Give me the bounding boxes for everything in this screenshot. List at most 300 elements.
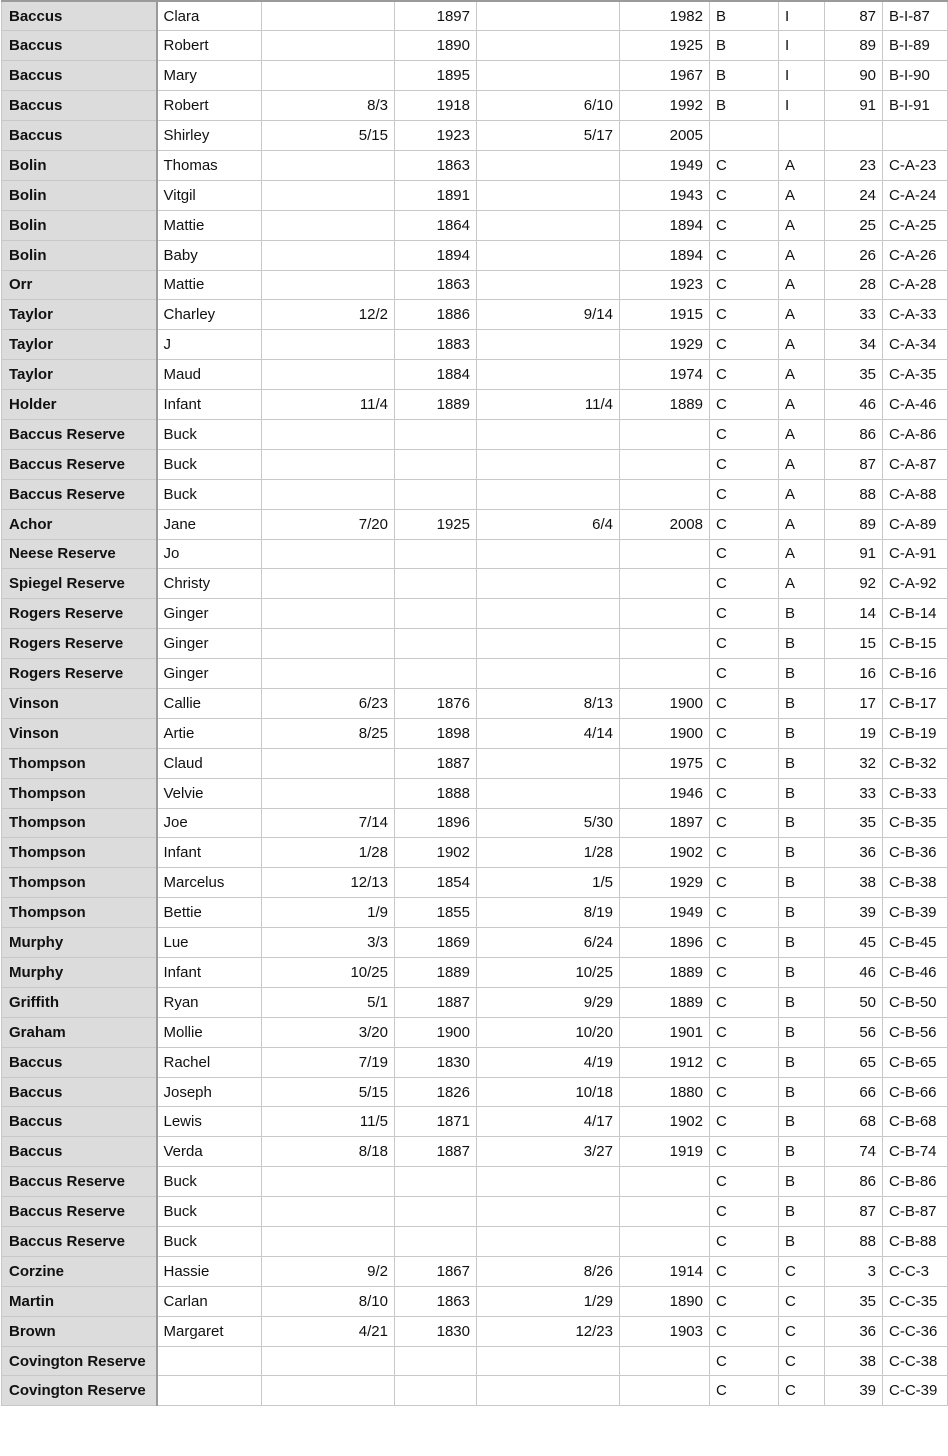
birth-month-day-cell[interactable] [262, 569, 395, 599]
death-year-cell[interactable]: 1919 [620, 1137, 710, 1167]
birth-year-cell[interactable]: 1876 [395, 688, 477, 718]
row-cell[interactable]: B [779, 808, 825, 838]
section-cell[interactable]: B [710, 31, 779, 61]
first-name-cell[interactable]: Buck [157, 1227, 262, 1257]
table-row[interactable] [2, 1376, 948, 1406]
death-year-cell[interactable]: 1880 [620, 1077, 710, 1107]
birth-month-day-cell[interactable]: 3/20 [262, 1017, 395, 1047]
birth-month-day-cell[interactable] [262, 629, 395, 659]
first-name-cell[interactable]: Ginger [157, 659, 262, 689]
death-year-cell[interactable]: 1912 [620, 1047, 710, 1077]
table-row[interactable] [2, 629, 948, 659]
death-month-day-cell[interactable]: 10/20 [477, 1017, 620, 1047]
lot-cell[interactable]: 46 [825, 390, 883, 420]
lot-cell[interactable]: 23 [825, 150, 883, 180]
row-cell[interactable]: A [779, 449, 825, 479]
row-cell[interactable]: B [779, 1227, 825, 1257]
first-name-cell[interactable]: Mattie [157, 270, 262, 300]
birth-month-day-cell[interactable]: 5/1 [262, 987, 395, 1017]
birth-month-day-cell[interactable]: 8/3 [262, 91, 395, 121]
death-year-cell[interactable]: 1894 [620, 210, 710, 240]
section-cell[interactable]: C [710, 210, 779, 240]
section-cell[interactable]: C [710, 748, 779, 778]
death-month-day-cell[interactable] [477, 599, 620, 629]
plot-code-cell[interactable]: C-B-88 [883, 1227, 948, 1257]
death-year-cell[interactable]: 1896 [620, 928, 710, 958]
birth-year-cell[interactable] [395, 1197, 477, 1227]
last-name-cell[interactable]: Baccus [2, 91, 157, 121]
plot-code-cell[interactable]: C-B-87 [883, 1197, 948, 1227]
death-year-cell[interactable] [620, 1227, 710, 1257]
death-year-cell[interactable]: 1929 [620, 330, 710, 360]
lot-cell[interactable]: 56 [825, 1017, 883, 1047]
first-name-cell[interactable]: Charley [157, 300, 262, 330]
last-name-cell[interactable]: Baccus [2, 1047, 157, 1077]
lot-cell[interactable]: 88 [825, 479, 883, 509]
section-cell[interactable]: C [710, 1227, 779, 1257]
death-month-day-cell[interactable]: 11/4 [477, 390, 620, 420]
row-cell[interactable]: A [779, 390, 825, 420]
birth-month-day-cell[interactable] [262, 778, 395, 808]
first-name-cell[interactable]: Robert [157, 91, 262, 121]
birth-year-cell[interactable]: 1830 [395, 1047, 477, 1077]
birth-month-day-cell[interactable] [262, 270, 395, 300]
table-row[interactable] [2, 31, 948, 61]
table-row[interactable] [2, 210, 948, 240]
lot-cell[interactable]: 89 [825, 509, 883, 539]
birth-year-cell[interactable]: 1925 [395, 509, 477, 539]
death-month-day-cell[interactable] [477, 479, 620, 509]
section-cell[interactable]: C [710, 1017, 779, 1047]
row-cell[interactable]: B [779, 599, 825, 629]
birth-year-cell[interactable]: 1894 [395, 240, 477, 270]
first-name-cell[interactable]: Ryan [157, 987, 262, 1017]
last-name-cell[interactable]: Thompson [2, 868, 157, 898]
row-cell[interactable]: I [779, 61, 825, 91]
first-name-cell[interactable]: Infant [157, 958, 262, 988]
row-cell[interactable]: B [779, 1017, 825, 1047]
plot-code-cell[interactable]: C-B-74 [883, 1137, 948, 1167]
death-year-cell[interactable]: 1925 [620, 31, 710, 61]
section-cell[interactable]: C [710, 569, 779, 599]
plot-code-cell[interactable]: C-B-19 [883, 718, 948, 748]
table-row[interactable] [2, 1286, 948, 1316]
birth-year-cell[interactable]: 1869 [395, 928, 477, 958]
table-row[interactable] [2, 778, 948, 808]
birth-month-day-cell[interactable]: 7/20 [262, 509, 395, 539]
table-row[interactable] [2, 1137, 948, 1167]
section-cell[interactable]: C [710, 539, 779, 569]
birth-month-day-cell[interactable] [262, 1227, 395, 1257]
table-row[interactable] [2, 1047, 948, 1077]
death-year-cell[interactable]: 1982 [620, 1, 710, 31]
table-row[interactable] [2, 240, 948, 270]
table-row[interactable] [2, 1197, 948, 1227]
death-month-day-cell[interactable] [477, 1, 620, 31]
birth-year-cell[interactable]: 1897 [395, 1, 477, 31]
plot-code-cell[interactable]: C-B-45 [883, 928, 948, 958]
first-name-cell[interactable]: Joe [157, 808, 262, 838]
death-month-day-cell[interactable]: 4/14 [477, 718, 620, 748]
death-year-cell[interactable] [620, 1167, 710, 1197]
first-name-cell[interactable]: Robert [157, 31, 262, 61]
lot-cell[interactable]: 87 [825, 1197, 883, 1227]
table-row[interactable] [2, 300, 948, 330]
row-cell[interactable]: B [779, 688, 825, 718]
birth-month-day-cell[interactable]: 5/15 [262, 1077, 395, 1107]
birth-year-cell[interactable]: 1888 [395, 778, 477, 808]
plot-code-cell[interactable]: C-B-50 [883, 987, 948, 1017]
lot-cell[interactable]: 33 [825, 778, 883, 808]
row-cell[interactable]: B [779, 1047, 825, 1077]
section-cell[interactable]: C [710, 1316, 779, 1346]
lot-cell[interactable]: 19 [825, 718, 883, 748]
death-month-day-cell[interactable]: 10/25 [477, 958, 620, 988]
birth-month-day-cell[interactable] [262, 1197, 395, 1227]
death-year-cell[interactable]: 1992 [620, 91, 710, 121]
death-month-day-cell[interactable]: 12/23 [477, 1316, 620, 1346]
last-name-cell[interactable]: Brown [2, 1316, 157, 1346]
plot-code-cell[interactable]: C-A-86 [883, 419, 948, 449]
lot-cell[interactable]: 45 [825, 928, 883, 958]
row-cell[interactable]: A [779, 479, 825, 509]
death-year-cell[interactable] [620, 479, 710, 509]
birth-year-cell[interactable]: 1923 [395, 121, 477, 151]
lot-cell[interactable]: 92 [825, 569, 883, 599]
birth-month-day-cell[interactable]: 6/23 [262, 688, 395, 718]
plot-code-cell[interactable]: C-A-26 [883, 240, 948, 270]
birth-year-cell[interactable]: 1871 [395, 1107, 477, 1137]
death-year-cell[interactable]: 1900 [620, 688, 710, 718]
last-name-cell[interactable]: Covington Reserve [2, 1346, 157, 1376]
death-year-cell[interactable]: 1889 [620, 987, 710, 1017]
last-name-cell[interactable]: Thompson [2, 808, 157, 838]
table-row[interactable] [2, 1077, 948, 1107]
birth-year-cell[interactable]: 1855 [395, 898, 477, 928]
death-month-day-cell[interactable]: 10/18 [477, 1077, 620, 1107]
birth-year-cell[interactable] [395, 479, 477, 509]
last-name-cell[interactable]: Covington Reserve [2, 1376, 157, 1406]
lot-cell[interactable]: 3 [825, 1256, 883, 1286]
table-row[interactable] [2, 479, 948, 509]
last-name-cell[interactable]: Graham [2, 1017, 157, 1047]
last-name-cell[interactable]: Bolin [2, 240, 157, 270]
death-month-day-cell[interactable]: 6/10 [477, 91, 620, 121]
plot-code-cell[interactable]: C-A-28 [883, 270, 948, 300]
row-cell[interactable]: C [779, 1376, 825, 1406]
row-cell[interactable]: A [779, 270, 825, 300]
birth-year-cell[interactable]: 1864 [395, 210, 477, 240]
table-row[interactable] [2, 718, 948, 748]
death-year-cell[interactable]: 1949 [620, 898, 710, 928]
death-year-cell[interactable]: 1946 [620, 778, 710, 808]
death-month-day-cell[interactable]: 6/24 [477, 928, 620, 958]
first-name-cell[interactable]: Mary [157, 61, 262, 91]
section-cell[interactable]: C [710, 240, 779, 270]
row-cell[interactable]: A [779, 360, 825, 390]
last-name-cell[interactable]: Rogers Reserve [2, 659, 157, 689]
death-month-day-cell[interactable] [477, 1376, 620, 1406]
last-name-cell[interactable]: Rogers Reserve [2, 599, 157, 629]
first-name-cell[interactable]: Margaret [157, 1316, 262, 1346]
row-cell[interactable]: I [779, 31, 825, 61]
table-row[interactable] [2, 659, 948, 689]
birth-year-cell[interactable] [395, 629, 477, 659]
birth-year-cell[interactable] [395, 569, 477, 599]
death-month-day-cell[interactable] [477, 210, 620, 240]
death-month-day-cell[interactable] [477, 180, 620, 210]
table-row[interactable] [2, 868, 948, 898]
birth-month-day-cell[interactable] [262, 479, 395, 509]
row-cell[interactable]: B [779, 1197, 825, 1227]
row-cell[interactable]: A [779, 330, 825, 360]
plot-code-cell[interactable]: B-I-87 [883, 1, 948, 31]
birth-year-cell[interactable] [395, 419, 477, 449]
birth-year-cell[interactable]: 1854 [395, 868, 477, 898]
table-row[interactable] [2, 1256, 948, 1286]
death-month-day-cell[interactable]: 9/29 [477, 987, 620, 1017]
section-cell[interactable]: C [710, 659, 779, 689]
plot-code-cell[interactable]: C-B-36 [883, 838, 948, 868]
birth-month-day-cell[interactable] [262, 539, 395, 569]
lot-cell[interactable]: 36 [825, 1316, 883, 1346]
plot-code-cell[interactable]: C-C-35 [883, 1286, 948, 1316]
birth-year-cell[interactable]: 1887 [395, 748, 477, 778]
death-year-cell[interactable] [620, 569, 710, 599]
table-row[interactable] [2, 599, 948, 629]
row-cell[interactable]: A [779, 569, 825, 599]
death-month-day-cell[interactable] [477, 629, 620, 659]
death-year-cell[interactable]: 1890 [620, 1286, 710, 1316]
death-year-cell[interactable] [620, 539, 710, 569]
lot-cell[interactable]: 39 [825, 898, 883, 928]
last-name-cell[interactable]: Spiegel Reserve [2, 569, 157, 599]
row-cell[interactable]: C [779, 1286, 825, 1316]
first-name-cell[interactable]: Buck [157, 1197, 262, 1227]
lot-cell[interactable]: 35 [825, 1286, 883, 1316]
first-name-cell[interactable]: Clara [157, 1, 262, 31]
death-year-cell[interactable]: 1974 [620, 360, 710, 390]
death-year-cell[interactable]: 1889 [620, 958, 710, 988]
birth-month-day-cell[interactable]: 8/25 [262, 718, 395, 748]
birth-month-day-cell[interactable]: 8/18 [262, 1137, 395, 1167]
birth-month-day-cell[interactable] [262, 599, 395, 629]
row-cell[interactable]: B [779, 928, 825, 958]
death-year-cell[interactable]: 1949 [620, 150, 710, 180]
row-cell[interactable]: C [779, 1346, 825, 1376]
plot-code-cell[interactable]: C-B-15 [883, 629, 948, 659]
plot-code-cell[interactable]: C-B-65 [883, 1047, 948, 1077]
first-name-cell[interactable] [157, 1346, 262, 1376]
table-row[interactable] [2, 91, 948, 121]
lot-cell[interactable] [825, 121, 883, 151]
birth-year-cell[interactable]: 1890 [395, 31, 477, 61]
table-row[interactable] [2, 150, 948, 180]
lot-cell[interactable]: 34 [825, 330, 883, 360]
section-cell[interactable]: B [710, 61, 779, 91]
lot-cell[interactable]: 65 [825, 1047, 883, 1077]
section-cell[interactable]: C [710, 180, 779, 210]
plot-code-cell[interactable]: C-A-23 [883, 150, 948, 180]
first-name-cell[interactable]: Buck [157, 1167, 262, 1197]
plot-code-cell[interactable]: C-B-14 [883, 599, 948, 629]
table-row[interactable] [2, 509, 948, 539]
lot-cell[interactable]: 50 [825, 987, 883, 1017]
lot-cell[interactable]: 91 [825, 539, 883, 569]
first-name-cell[interactable]: Bettie [157, 898, 262, 928]
first-name-cell[interactable]: Jo [157, 539, 262, 569]
last-name-cell[interactable]: Bolin [2, 150, 157, 180]
section-cell[interactable]: C [710, 928, 779, 958]
row-cell[interactable]: A [779, 210, 825, 240]
plot-code-cell[interactable]: C-A-88 [883, 479, 948, 509]
plot-code-cell[interactable]: C-A-25 [883, 210, 948, 240]
section-cell[interactable]: C [710, 150, 779, 180]
birth-month-day-cell[interactable]: 7/14 [262, 808, 395, 838]
birth-month-day-cell[interactable]: 11/5 [262, 1107, 395, 1137]
birth-year-cell[interactable]: 1918 [395, 91, 477, 121]
plot-code-cell[interactable]: C-A-91 [883, 539, 948, 569]
section-cell[interactable]: C [710, 838, 779, 868]
death-year-cell[interactable] [620, 1346, 710, 1376]
death-month-day-cell[interactable] [477, 240, 620, 270]
plot-code-cell[interactable]: C-A-92 [883, 569, 948, 599]
first-name-cell[interactable]: Verda [157, 1137, 262, 1167]
table-row[interactable] [2, 1316, 948, 1346]
death-month-day-cell[interactable] [477, 569, 620, 599]
birth-month-day-cell[interactable] [262, 1167, 395, 1197]
table-row[interactable] [2, 1227, 948, 1257]
birth-year-cell[interactable]: 1898 [395, 718, 477, 748]
death-year-cell[interactable] [620, 629, 710, 659]
birth-month-day-cell[interactable] [262, 1346, 395, 1376]
death-month-day-cell[interactable] [477, 419, 620, 449]
birth-year-cell[interactable]: 1863 [395, 150, 477, 180]
birth-month-day-cell[interactable]: 11/4 [262, 390, 395, 420]
section-cell[interactable]: C [710, 1256, 779, 1286]
row-cell[interactable]: A [779, 300, 825, 330]
plot-code-cell[interactable]: C-A-33 [883, 300, 948, 330]
section-cell[interactable]: C [710, 778, 779, 808]
first-name-cell[interactable]: Mollie [157, 1017, 262, 1047]
last-name-cell[interactable]: Achor [2, 509, 157, 539]
section-cell[interactable]: C [710, 1376, 779, 1406]
death-month-day-cell[interactable]: 1/5 [477, 868, 620, 898]
last-name-cell[interactable]: Bolin [2, 180, 157, 210]
plot-code-cell[interactable]: B-I-90 [883, 61, 948, 91]
section-cell[interactable]: B [710, 91, 779, 121]
birth-year-cell[interactable] [395, 599, 477, 629]
plot-code-cell[interactable]: C-B-68 [883, 1107, 948, 1137]
lot-cell[interactable]: 74 [825, 1137, 883, 1167]
first-name-cell[interactable]: Artie [157, 718, 262, 748]
lot-cell[interactable]: 25 [825, 210, 883, 240]
first-name-cell[interactable]: Lewis [157, 1107, 262, 1137]
death-month-day-cell[interactable] [477, 1197, 620, 1227]
birth-month-day-cell[interactable] [262, 31, 395, 61]
birth-month-day-cell[interactable] [262, 330, 395, 360]
section-cell[interactable]: C [710, 270, 779, 300]
last-name-cell[interactable]: Baccus [2, 1137, 157, 1167]
plot-code-cell[interactable]: C-A-35 [883, 360, 948, 390]
lot-cell[interactable]: 15 [825, 629, 883, 659]
death-year-cell[interactable]: 1943 [620, 180, 710, 210]
section-cell[interactable]: C [710, 898, 779, 928]
table-row[interactable] [2, 1346, 948, 1376]
death-month-day-cell[interactable] [477, 1346, 620, 1376]
first-name-cell[interactable]: Shirley [157, 121, 262, 151]
lot-cell[interactable]: 90 [825, 61, 883, 91]
row-cell[interactable]: C [779, 1256, 825, 1286]
death-year-cell[interactable] [620, 1376, 710, 1406]
birth-year-cell[interactable]: 1863 [395, 270, 477, 300]
row-cell[interactable]: B [779, 659, 825, 689]
birth-year-cell[interactable]: 1896 [395, 808, 477, 838]
section-cell[interactable] [710, 121, 779, 151]
plot-code-cell[interactable] [883, 121, 948, 151]
first-name-cell[interactable]: Maud [157, 360, 262, 390]
lot-cell[interactable]: 33 [825, 300, 883, 330]
row-cell[interactable]: I [779, 91, 825, 121]
plot-code-cell[interactable]: C-B-56 [883, 1017, 948, 1047]
birth-year-cell[interactable]: 1867 [395, 1256, 477, 1286]
row-cell[interactable] [779, 121, 825, 151]
table-row[interactable] [2, 1, 948, 31]
death-year-cell[interactable]: 1889 [620, 390, 710, 420]
row-cell[interactable]: I [779, 1, 825, 31]
table-row[interactable] [2, 958, 948, 988]
death-year-cell[interactable]: 1902 [620, 838, 710, 868]
first-name-cell[interactable]: Buck [157, 419, 262, 449]
death-month-day-cell[interactable]: 4/17 [477, 1107, 620, 1137]
last-name-cell[interactable]: Neese Reserve [2, 539, 157, 569]
death-year-cell[interactable]: 1929 [620, 868, 710, 898]
lot-cell[interactable]: 87 [825, 1, 883, 31]
section-cell[interactable]: C [710, 300, 779, 330]
death-month-day-cell[interactable] [477, 1167, 620, 1197]
table-row[interactable] [2, 987, 948, 1017]
lot-cell[interactable]: 14 [825, 599, 883, 629]
first-name-cell[interactable]: Velvie [157, 778, 262, 808]
birth-year-cell[interactable]: 1889 [395, 390, 477, 420]
death-month-day-cell[interactable] [477, 539, 620, 569]
birth-month-day-cell[interactable] [262, 419, 395, 449]
row-cell[interactable]: B [779, 987, 825, 1017]
first-name-cell[interactable] [157, 1376, 262, 1406]
death-month-day-cell[interactable]: 9/14 [477, 300, 620, 330]
last-name-cell[interactable]: Taylor [2, 330, 157, 360]
death-year-cell[interactable] [620, 1197, 710, 1227]
death-month-day-cell[interactable]: 4/19 [477, 1047, 620, 1077]
last-name-cell[interactable]: Griffith [2, 987, 157, 1017]
death-year-cell[interactable]: 2005 [620, 121, 710, 151]
death-month-day-cell[interactable] [477, 330, 620, 360]
table-row[interactable] [2, 121, 948, 151]
death-month-day-cell[interactable]: 1/28 [477, 838, 620, 868]
plot-code-cell[interactable]: C-B-35 [883, 808, 948, 838]
first-name-cell[interactable]: Lue [157, 928, 262, 958]
table-row[interactable] [2, 449, 948, 479]
table-row[interactable] [2, 1017, 948, 1047]
first-name-cell[interactable]: Infant [157, 838, 262, 868]
last-name-cell[interactable]: Baccus Reserve [2, 419, 157, 449]
death-month-day-cell[interactable]: 8/26 [477, 1256, 620, 1286]
lot-cell[interactable]: 39 [825, 1376, 883, 1406]
lot-cell[interactable]: 38 [825, 1346, 883, 1376]
birth-year-cell[interactable] [395, 449, 477, 479]
death-year-cell[interactable] [620, 419, 710, 449]
table-row[interactable] [2, 330, 948, 360]
